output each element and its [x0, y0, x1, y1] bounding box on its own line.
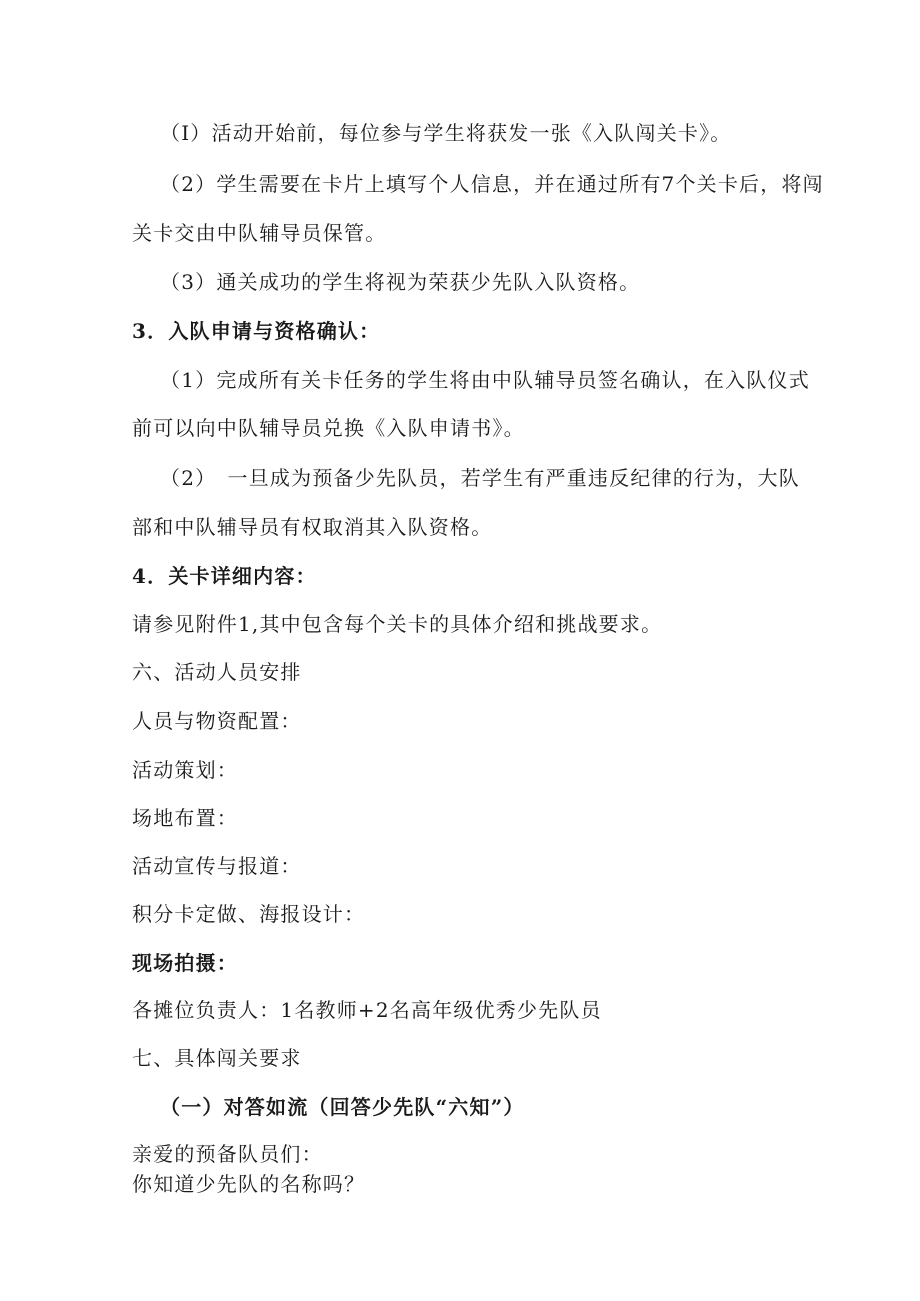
paragraph-greeting: 亲爱的预备队员们：	[132, 1142, 323, 1166]
paragraph-booth-staff: 各摊位负责人：1名教师+2名高年级优秀少先队员	[132, 998, 602, 1022]
paragraph-revoke-line1: （2） 一旦成为预备少先队员，若学生有严重违反纪律的行为，大队	[160, 466, 800, 490]
paragraph-signature-line1: （1）完成所有关卡任务的学生将由中队辅导员签名确认，在入队仪式	[160, 368, 810, 392]
heading-challenge-requirements: 七、具体闯关要求	[132, 1046, 302, 1070]
paragraph-fill-info-line2: 关卡交由中队辅导员保管。	[132, 221, 387, 245]
paragraph-venue: 场地布置：	[132, 806, 238, 830]
paragraph-fill-info-line1: （2）学生需要在卡片上填写个人信息，并在通过所有7个关卡后，将闯	[160, 172, 824, 196]
paragraph-photography: 现场拍摄：	[132, 951, 238, 975]
paragraph-appendix: 请参见附件1,其中包含每个关卡的具体介绍和挑战要求。	[132, 612, 663, 636]
paragraph-question: 你知道少先队的名称吗？	[132, 1172, 366, 1196]
subheading-six-knows: （一）对答如流（回答少先队“六知”）	[160, 1095, 525, 1119]
paragraph-planning: 活动策划：	[132, 758, 238, 782]
paragraph-card-issue: （I）活动开始前，每位参与学生将获发一张《入队闯关卡》。	[160, 121, 732, 145]
paragraph-staff-materials: 人员与物资配置：	[132, 709, 302, 733]
paragraph-publicity: 活动宣传与报道：	[132, 854, 302, 878]
paragraph-signature-line2: 前可以向中队辅导员兑换《入队申请书》。	[132, 416, 525, 440]
paragraph-cards-posters: 积分卡定做、海报设计：	[132, 902, 366, 926]
heading-application: 3．入队申请与资格确认：	[132, 319, 381, 343]
heading-staff-arrangement: 六、活动人员安排	[132, 660, 302, 684]
paragraph-qualification: （3）通关成功的学生将视为荣获少先队入队资格。	[160, 270, 641, 294]
heading-level-details: 4．关卡详细内容：	[132, 564, 317, 588]
paragraph-revoke-line2: 部和中队辅导员有权取消其入队资格。	[132, 515, 493, 539]
